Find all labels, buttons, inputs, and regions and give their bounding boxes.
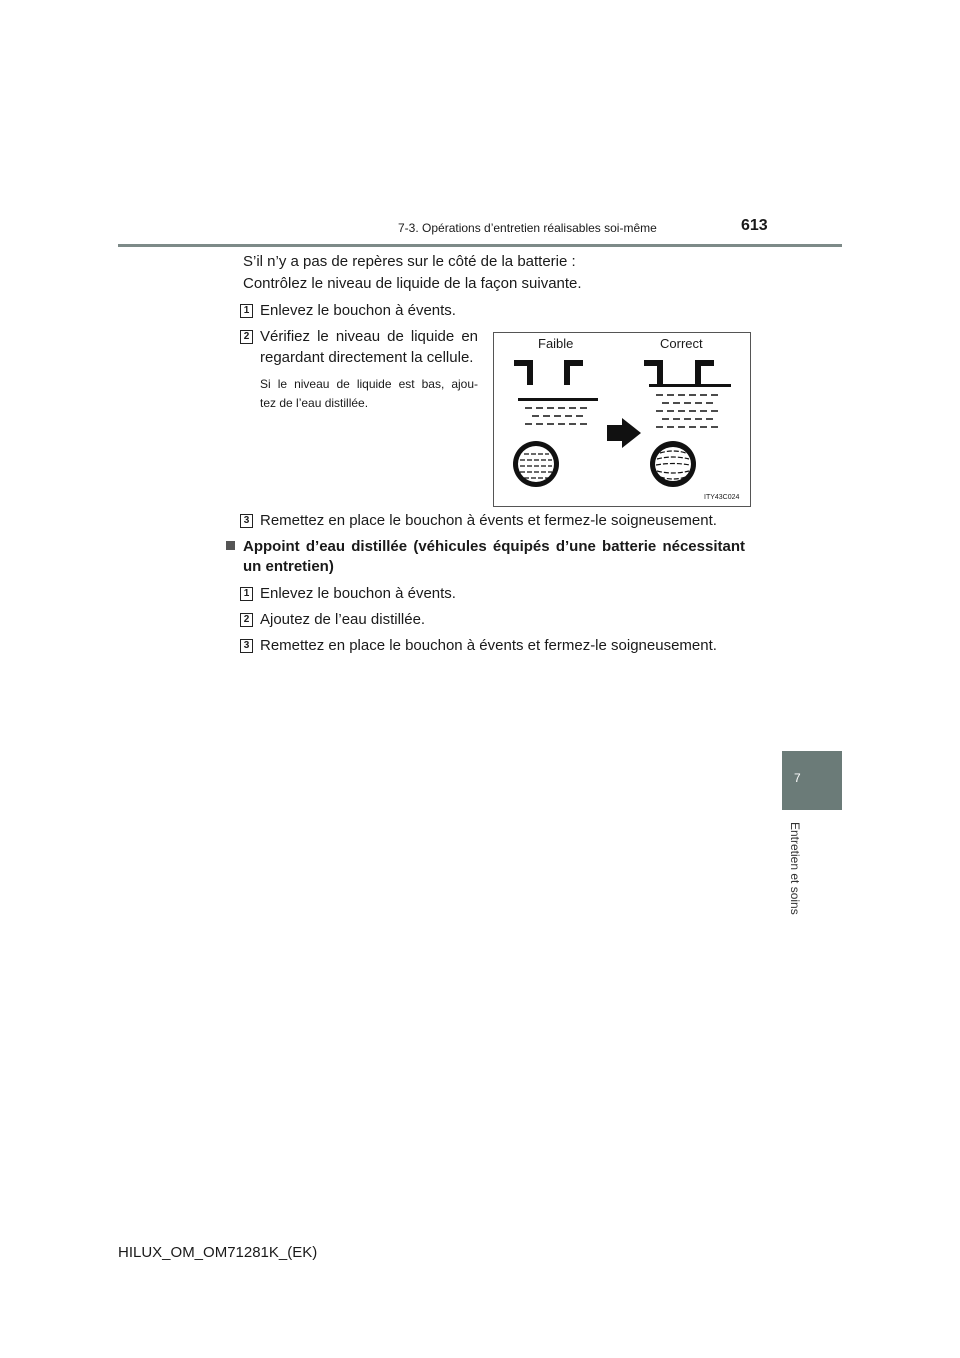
label-correct: Correct	[660, 336, 703, 351]
label-low: Faible	[538, 336, 574, 351]
step-number: 3	[240, 639, 253, 653]
step-text: Ajoutez de l’eau distillée.	[260, 611, 426, 628]
footer-code: HILUX_OM_OM71281K_(EK)	[118, 1244, 318, 1261]
section-title: 7-3. Opérations d’entretien réalisables soi-même	[398, 221, 657, 235]
page-number: 613	[741, 217, 768, 234]
step-text: Vérifiez le niveau de liquide en	[260, 328, 478, 345]
step-number: 1	[240, 587, 253, 601]
intro-line: S’il n’y a pas de repères sur le côté de la batterie :	[243, 253, 576, 270]
chapter-number: 7	[794, 771, 801, 785]
chapter-tab[interactable]	[782, 751, 842, 810]
step-text: Remettez en place le bouchon à évents et fermez-le soigneusement.	[260, 637, 717, 654]
fluid-level-figure	[493, 332, 751, 507]
header-divider	[118, 244, 842, 247]
section-heading: un entretien)	[243, 558, 334, 575]
step-text: regardant directement la cellule.	[260, 349, 474, 366]
step-note: tez de l’eau distillée.	[260, 396, 369, 410]
section-heading: Appoint d’eau distillée (véhicules équipés d’une batterie nécessitant	[243, 538, 745, 555]
step-number: 1	[240, 304, 253, 318]
heading-bullet-icon	[226, 541, 235, 550]
step-number: 3	[240, 514, 253, 528]
step-number: 2	[240, 613, 253, 627]
figure-code: ITY43C024	[704, 494, 740, 501]
arrow-icon	[607, 418, 641, 448]
chapter-label: Entretien et soins	[788, 822, 802, 915]
intro-line: Contrôlez le niveau de liquide de la façon suivante.	[243, 275, 582, 292]
fluid-level-diagram	[494, 333, 750, 506]
step-number: 2	[240, 330, 253, 344]
step-text: Enlevez le bouchon à évents.	[260, 302, 456, 319]
step-note: Si le niveau de liquide est bas, ajou-	[260, 377, 478, 391]
step-text: Remettez en place le bouchon à évents et fermez-le soigneusement.	[260, 512, 717, 529]
step-text: Enlevez le bouchon à évents.	[260, 585, 456, 602]
